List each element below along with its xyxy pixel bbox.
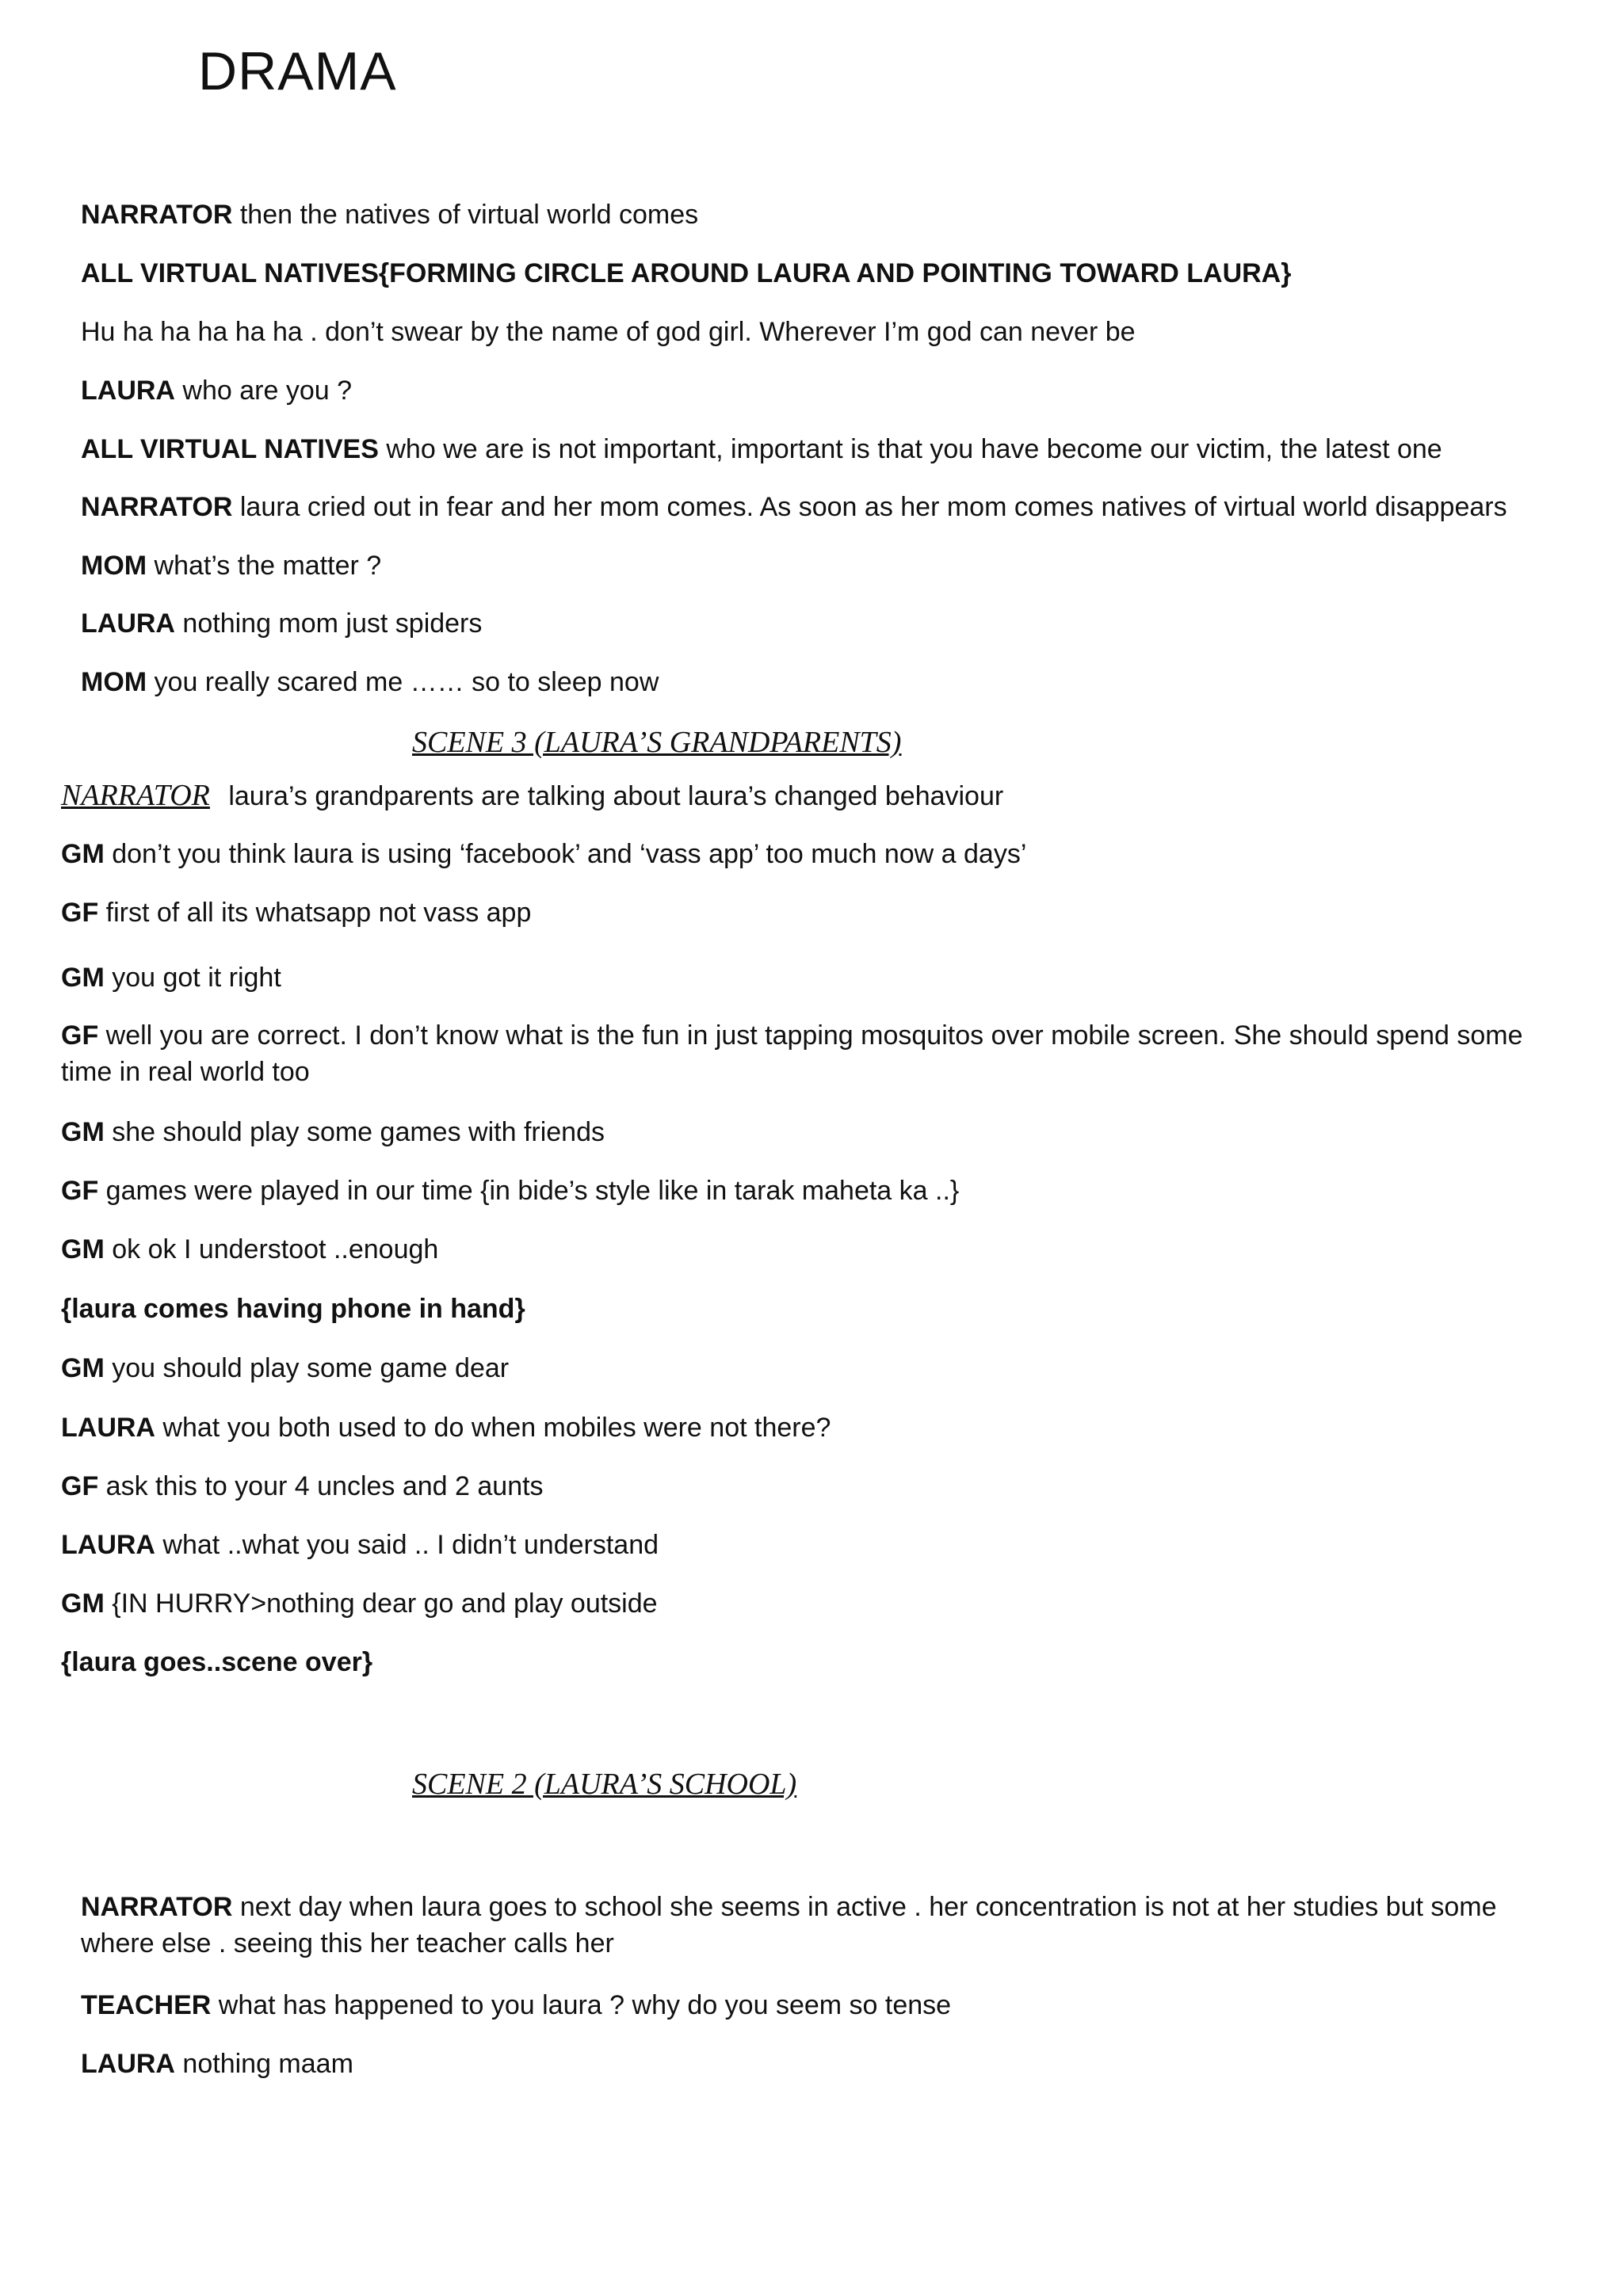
dialogue-line (61, 1350, 509, 1386)
dialogue-line (61, 1585, 658, 1622)
dialogue-text: she should play some games with friends (104, 1117, 605, 1147)
speaker-label: NARRATOR (81, 492, 233, 522)
scene-heading: SCENE 2 (LAURA’S SCHOOL) (412, 1768, 797, 1801)
dialogue-text: {IN HURRY>nothing dear go and play outside (104, 1589, 658, 1619)
dialogue-line (81, 1889, 1555, 1962)
stage-direction: ALL VIRTUAL NATIVES{FORMING CIRCLE AROUND LAURA AND POINTING TOWARD LAURA} (81, 258, 1292, 288)
speaker-label: GF (61, 1471, 99, 1501)
dialogue-text: laura’s grandparents are talking about laura’s changed behaviour (220, 781, 1004, 811)
dialogue-text: ok ok I understoot ..enough (104, 1234, 439, 1264)
speaker-label: MOM (81, 551, 147, 581)
dialogue-line (61, 1527, 659, 1563)
dialogue-line (61, 1231, 438, 1268)
dialogue-text: you really scared me …… so to sleep now (147, 667, 659, 697)
stage-direction: {laura goes..scene over} (61, 1647, 373, 1677)
dialogue-text: ask this to your 4 uncles and 2 aunts (98, 1471, 544, 1501)
dialogue-line (81, 664, 659, 700)
dialogue-text: nothing mom just spiders (174, 608, 483, 639)
speaker-label: LAURA (61, 1530, 155, 1560)
speaker-label: GF (61, 1020, 99, 1051)
speaker-label: ALL VIRTUAL NATIVES (81, 434, 379, 464)
dialogue-text: laura cried out in fear and her mom comes. As soon as her mom comes natives of virtual world disappears (232, 492, 1507, 522)
dialogue-line (61, 894, 531, 931)
dialogue-text: nothing maam (174, 2049, 353, 2079)
dialogue-line (61, 1409, 831, 1446)
dialogue-text: what ..what you said .. I didn’t understand (155, 1530, 659, 1560)
dialogue-line (61, 1468, 544, 1505)
dialogue-line (81, 547, 381, 584)
dialogue-line (81, 314, 1136, 350)
dialogue-text: well you are correct. I don’t know what is the fun in just tapping mosquitos over mobile screen. She should spend some time in real world too (61, 1020, 1523, 1087)
speaker-label: GF (61, 1176, 99, 1206)
speaker-label: TEACHER (81, 1990, 212, 2020)
dialogue-line (61, 1114, 605, 1150)
speaker-label: NARRATOR (61, 779, 210, 812)
dialogue-text: you got it right (104, 963, 281, 993)
speaker-label: GF (61, 898, 99, 928)
speaker-label: GM (61, 1589, 105, 1619)
speaker-label: GM (61, 1234, 105, 1264)
dialogue-line (61, 836, 1026, 872)
speaker-label: GM (61, 963, 105, 993)
speaker-label: NARRATOR (81, 200, 233, 230)
dialogue-line (61, 1017, 1535, 1090)
dialogue-line (81, 2046, 353, 2082)
document-title: DRAMA (198, 41, 397, 101)
dialogue-text: who are you ? (174, 376, 353, 406)
dialogue-text: who we are is not important, important is that you have become our victim, the latest one (378, 434, 1442, 464)
speaker-label: NARRATOR (81, 1892, 233, 1922)
speaker-label: LAURA (81, 376, 175, 406)
dialogue-line (61, 1173, 959, 1209)
dialogue-text: then the natives of virtual world comes (232, 200, 699, 230)
dialogue-text: you should play some game dear (104, 1353, 510, 1383)
dialogue-text: first of all its whatsapp not vass app (98, 898, 532, 928)
dialogue-line (81, 605, 482, 642)
speaker-label: GM (61, 1117, 105, 1147)
dialogue-line (61, 777, 1003, 814)
speaker-label: LAURA (61, 1413, 155, 1443)
dialogue-line (61, 959, 281, 996)
dialogue-line (81, 489, 1507, 525)
dialogue-text: what’s the matter ? (147, 551, 382, 581)
dialogue-text: don’t you think laura is using ‘facebook’ and ‘vass app’ too much now a days’ (104, 839, 1027, 869)
dialogue-line (81, 196, 698, 233)
speaker-label: GM (61, 1353, 105, 1383)
dialogue-text: what has happened to you laura ? why do you seem so tense (211, 1990, 952, 2020)
scene-heading: SCENE 3 (LAURA’S GRANDPARENTS) (412, 726, 902, 759)
dialogue-line (81, 431, 1442, 467)
speaker-label: GM (61, 839, 105, 869)
dialogue-line (81, 1987, 951, 2023)
speaker-label: LAURA (81, 608, 175, 639)
dialogue-text: next day when laura goes to school she seems in active . her concentration is not at her studies but some where else . seeing this her teacher calls her (81, 1892, 1497, 1958)
speaker-label: MOM (81, 667, 147, 697)
speaker-label: LAURA (81, 2049, 175, 2079)
dialogue-text: what you both used to do when mobiles were not there? (155, 1413, 831, 1443)
dialogue-line (81, 372, 352, 409)
dialogue-text: games were played in our time {in bide’s style like in tarak maheta ka ..} (98, 1176, 960, 1206)
dialogue-text: Hu ha ha ha ha ha . don’t swear by the name of god girl. Wherever I’m god can never be (81, 317, 1136, 347)
stage-direction: {laura comes having phone in hand} (61, 1294, 525, 1324)
